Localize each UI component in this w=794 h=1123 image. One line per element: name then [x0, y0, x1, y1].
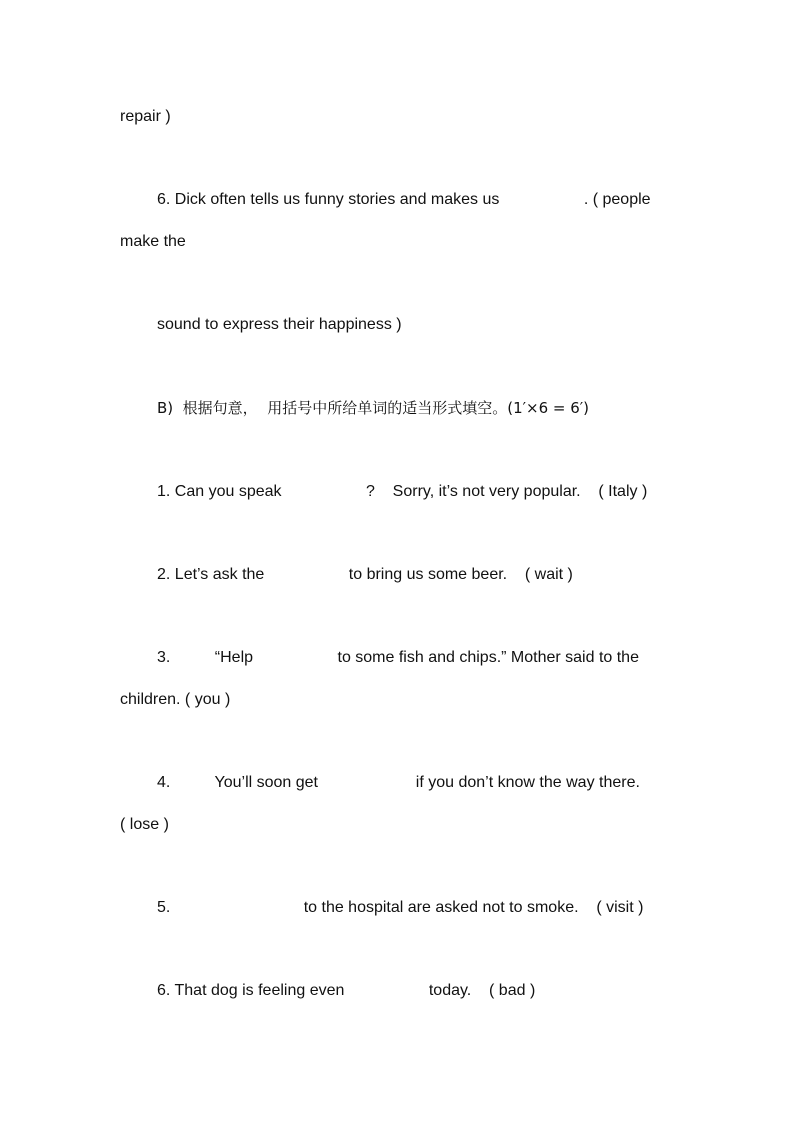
- question-6-definition: sound to express their happiness ): [157, 316, 402, 333]
- question-b3: 3. “Help to some fish and chips.” Mother said to the: [157, 649, 639, 666]
- question-b3-continuation: children. ( you ): [120, 691, 231, 708]
- question-b1: 1. Can you speak ? Sorry, it’s not very popular. ( Italy ): [157, 483, 648, 500]
- question-6-part-a: 6. Dick often tells us funny stories and makes us . ( people: [157, 191, 651, 208]
- section-b-heading: B) 根据句意， 用括号中所给单词的适当形式填空。(1′×6 = 6′): [157, 399, 590, 417]
- question-b5: 5. to the hospital are asked not to smoke. ( visit ): [157, 899, 644, 916]
- question-b4: 4. You’ll soon get if you don’t know the way there.: [157, 774, 640, 791]
- question-b4-continuation: ( lose ): [120, 816, 169, 833]
- question-b2: 2. Let’s ask the to bring us some beer. ( wait ): [157, 566, 573, 583]
- text-line-repair: repair ): [120, 108, 171, 125]
- question-6-continuation: make the: [120, 233, 186, 250]
- question-b6: 6. That dog is feeling even today. ( bad ): [157, 982, 536, 999]
